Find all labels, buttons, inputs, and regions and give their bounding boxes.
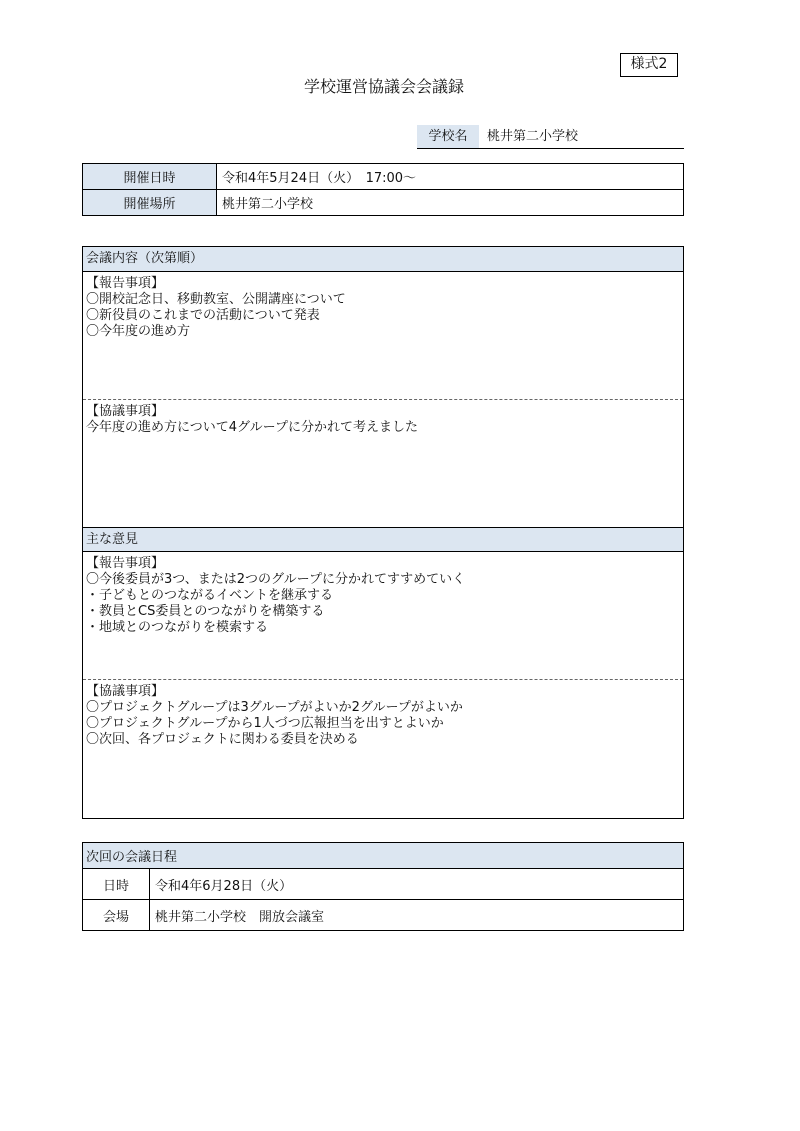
opinions-discussion-heading: 【協議事項】 [86,684,165,699]
agenda-discussion-heading: 【協議事項】 [86,404,165,419]
next-meeting-place-label: 会場 [83,900,150,931]
next-meeting-date-row [83,869,684,900]
agenda-discussion-line: 今年度の進め方について4グループに分かれて考えました [86,420,418,435]
page-title: 学校運営協議会会議録 [303,77,464,96]
opinions-discussion-line: 〇プロジェクトグループは3グループがよいか2グループがよいか [86,700,463,715]
next-meeting-date-label: 日時 [83,869,150,900]
agenda-header: 会議内容（次第順） [83,247,683,272]
meeting-place-label: 開催場所 [83,190,217,216]
agenda-report-block [83,272,683,344]
opinions-report-line: 〇今後委員が3つ、または2つのグループに分かれてすすめていく [86,572,466,587]
next-meeting-date-value: 令和4年6月28日（火） [150,869,684,900]
opinions-report-heading: 【報告事項】 [86,556,165,571]
meeting-info-table [82,163,684,216]
next-meeting-header: 次回の会議日程 [83,843,684,869]
next-meeting-table [82,842,684,931]
minutes-box [82,246,684,819]
opinions-report-block [83,552,683,640]
meeting-date-value: 令和4年5月24日（火） 17:00～ [217,164,684,190]
meeting-place-row [83,190,684,216]
agenda-report-heading: 【報告事項】 [86,276,165,291]
opinions-report-line: ・子どもとのつながるイベントを継承する [86,588,334,603]
next-meeting-place-value: 桃井第二小学校 開放会議室 [150,900,684,931]
form-number: 様式2 [620,53,678,77]
opinions-report-line: ・教員とCS委員とのつながりを構築する [86,604,325,619]
opinions-discussion-line: 〇次回、各プロジェクトに関わる委員を決める [86,732,359,747]
meeting-date-label: 開催日時 [83,164,217,190]
opinions-discussion-block [83,680,683,752]
meeting-date-row [83,164,684,190]
agenda-report-line: 〇新役員のこれまでの活動について発表 [86,308,320,323]
agenda-report-line: 〇今年度の進め方 [86,324,191,339]
opinions-header: 主な意見 [83,527,683,552]
agenda-discussion-block [83,400,683,440]
meeting-place-value: 桃井第二小学校 [217,190,684,216]
opinions-discussion-line: 〇プロジェクトグループから1人づつ広報担当を出すとよいか [86,716,444,731]
school-name-label: 学校名 [417,125,479,149]
opinions-report-line: ・地域とのつながりを模索する [86,620,269,635]
school-name-value: 桃井第二小学校 [479,125,684,149]
next-meeting-header-row [83,843,684,869]
next-meeting-place-row [83,900,684,931]
agenda-report-line: 〇開校記念日、移動教室、公開講座について [86,292,346,307]
